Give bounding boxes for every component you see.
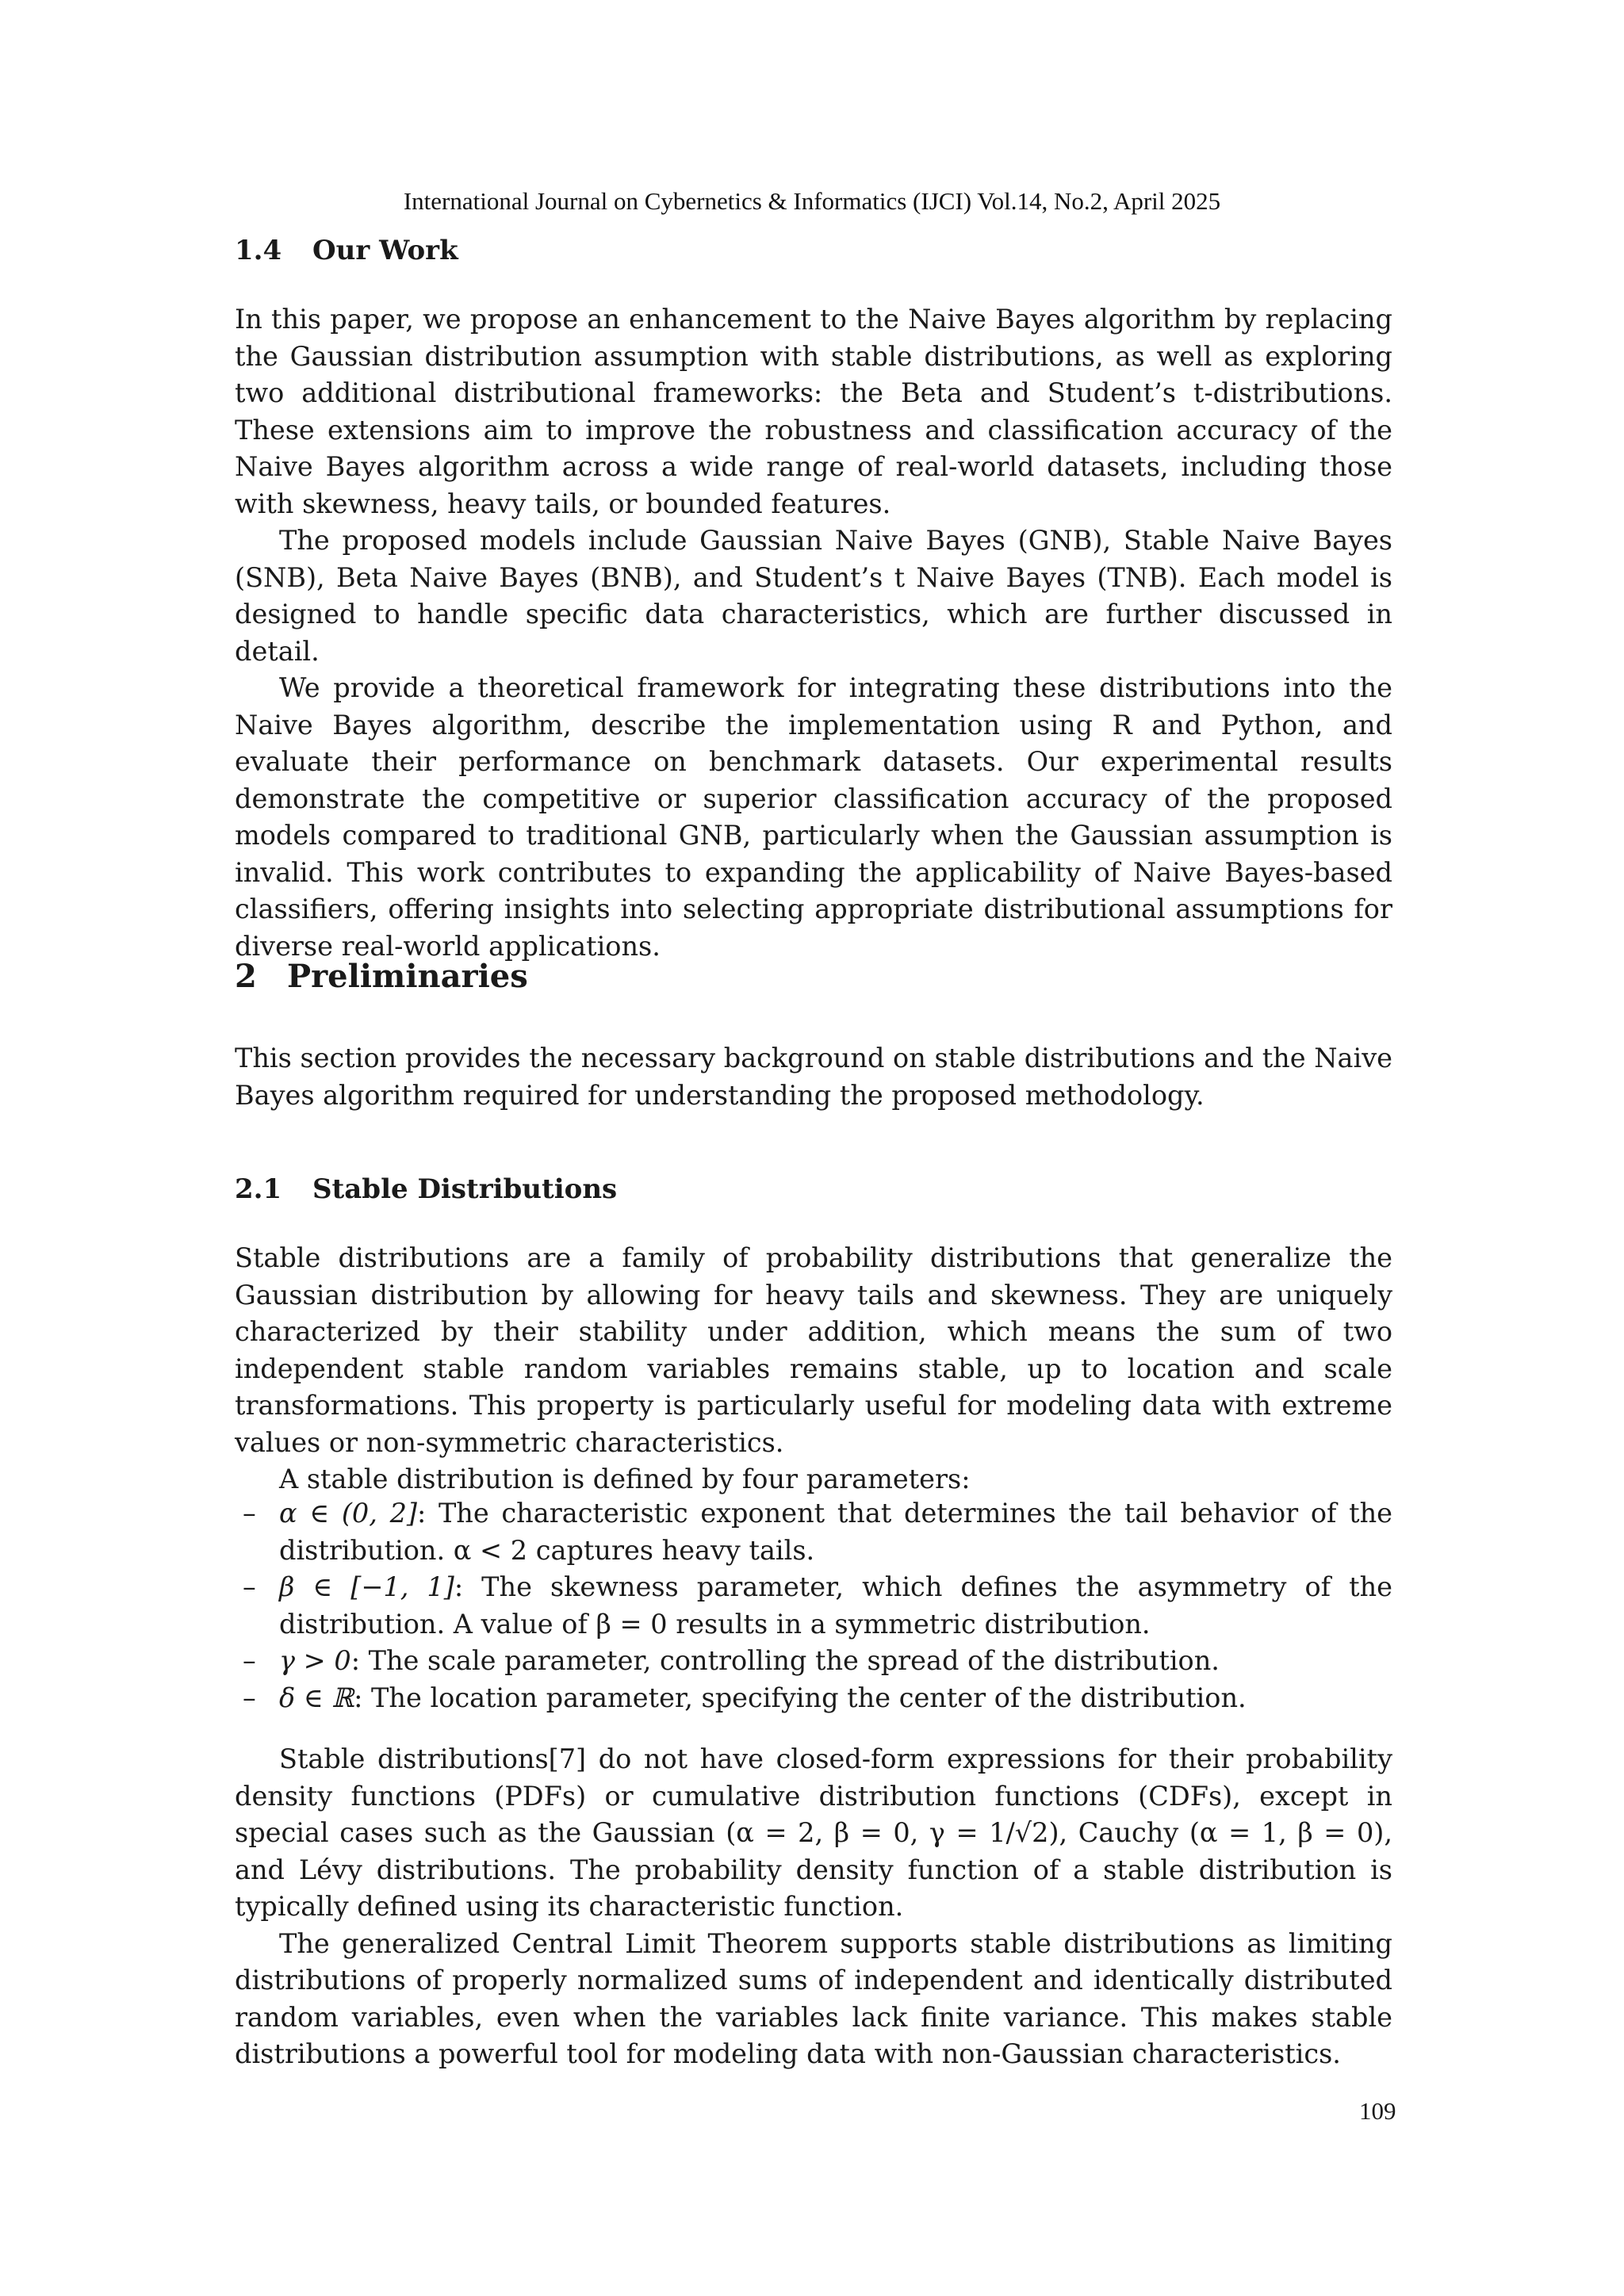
paragraph: In this paper, we propose an enhancement to the Naive Bayes algorithm by replacing the Gaussian distribution assumption with stable distributions, as well as exploring two additional distributional frameworks: the Beta and Student’s t-distributions. These extensions aim to improve the robustness and classification accuracy of the Naive Bayes algorithm across a wide range of real-world datasets, including those with skewness, heavy tails, or bounded features. bbox=[235, 304, 1392, 519]
section-body-2-1-continued bbox=[235, 1741, 1392, 2073]
section-heading-2 bbox=[235, 958, 1392, 995]
section-number: 2 bbox=[235, 958, 257, 995]
list-dash: – bbox=[243, 1498, 256, 1529]
math-expression: β ∈ [−1, 1] bbox=[279, 1571, 454, 1602]
list-dash: – bbox=[243, 1571, 256, 1602]
list-dash: – bbox=[243, 1645, 256, 1676]
section-number: 2.1 bbox=[235, 1173, 282, 1205]
parameter-item-beta bbox=[235, 1569, 1392, 1643]
page-number: 109 bbox=[1359, 2097, 1396, 2125]
paragraph: A stable distribution is defined by four parameters: bbox=[279, 1464, 971, 1494]
section-title: Our Work bbox=[312, 235, 458, 266]
paragraph: We provide a theoretical framework for integrating these distributions into the Naive Bayes algorithm, describe the implementation using R and Python, and evaluate their performance on benchmark datasets. Our experimental results demonstrate the competitive or superior classification accuracy of the proposed models compared to traditional GNB, particularly when the Gaussian assumption is invalid. This work contributes to expanding the applicability of Naive Bayes-based classifiers, offering insights into selecting appropriate distributional assumptions for diverse real-world applications. bbox=[235, 672, 1392, 962]
parameter-description: : The scale parameter, controlling the spread of the distribution. bbox=[350, 1645, 1220, 1676]
paragraph: Stable distributions are a family of probability distributions that generalize the Gaussian distribution by allowing for heavy tails and skewness. They are uniquely characterized by their stability under addition, which means the sum of two independent stable random variables remains stable, up to location and scale transformations. This property is particularly useful for modeling data with extreme values or non-symmetric characteristics. bbox=[235, 1242, 1392, 1458]
section-title: Stable Distributions bbox=[312, 1173, 618, 1205]
section-number: 1.4 bbox=[235, 235, 282, 266]
section-body-1-4 bbox=[235, 301, 1392, 965]
parameter-list bbox=[235, 1495, 1392, 1716]
list-dash: – bbox=[243, 1682, 256, 1713]
math-expression: δ ∈ ℝ bbox=[279, 1682, 354, 1713]
parameter-item-delta bbox=[235, 1680, 1392, 1717]
parameter-description: : The location parameter, specifying the center of the distribution. bbox=[354, 1682, 1247, 1713]
section-body-2 bbox=[235, 1040, 1392, 1114]
running-header: International Journal on Cybernetics & Informatics (IJCI) Vol.14, No.2, April 2025 bbox=[403, 187, 1221, 215]
parameter-description: : The characteristic exponent that determines the tail behavior of the distribution. α < 2 captures heavy tails. bbox=[279, 1498, 1392, 1566]
paragraph: The proposed models include Gaussian Naive Bayes (GNB), Stable Naive Bayes (SNB), Beta Naive Bayes (BNB), and Student’s t Naive Bayes (TNB). Each model is designed to handle specific data characteristics, which are further discussed in detail. bbox=[235, 525, 1392, 667]
section-body-2-1 bbox=[235, 1240, 1392, 1498]
math-expression: γ > 0 bbox=[279, 1645, 351, 1676]
section-heading-1-4 bbox=[235, 235, 1392, 266]
parameter-description: : The skewness parameter, which defines the asymmetry of the distribution. A value of β = 0 results in a symmetric distribution. bbox=[279, 1571, 1392, 1640]
paragraph: Stable distributions[7] do not have closed-form expressions for their probability density functions (PDFs) or cumulative distribution functions (CDFs), except in special cases such as the Gaussian (α = 2, β = 0, γ = 1/√2), Cauchy (α = 1, β = 0), and Lévy distributions. The probability density function of a stable distribution is typically defined using its characteristic function. bbox=[235, 1743, 1392, 1922]
section-title: Preliminaries bbox=[287, 958, 528, 995]
section-heading-2-1 bbox=[235, 1173, 1392, 1205]
parameter-item-gamma bbox=[235, 1643, 1392, 1680]
parameter-item-alpha bbox=[235, 1495, 1392, 1569]
paragraph: The generalized Central Limit Theorem supports stable distributions as limiting distributions of properly normalized sums of independent and identically distributed random variables, even when the variables lack finite variance. This makes stable distributions a powerful tool for modeling data with non-Gaussian characteristics. bbox=[235, 1927, 1392, 2069]
math-expression: α ∈ (0, 2] bbox=[279, 1498, 417, 1529]
paragraph: This section provides the necessary background on stable distributions and the Naive Bayes algorithm required for understanding the proposed methodology. bbox=[235, 1043, 1392, 1111]
